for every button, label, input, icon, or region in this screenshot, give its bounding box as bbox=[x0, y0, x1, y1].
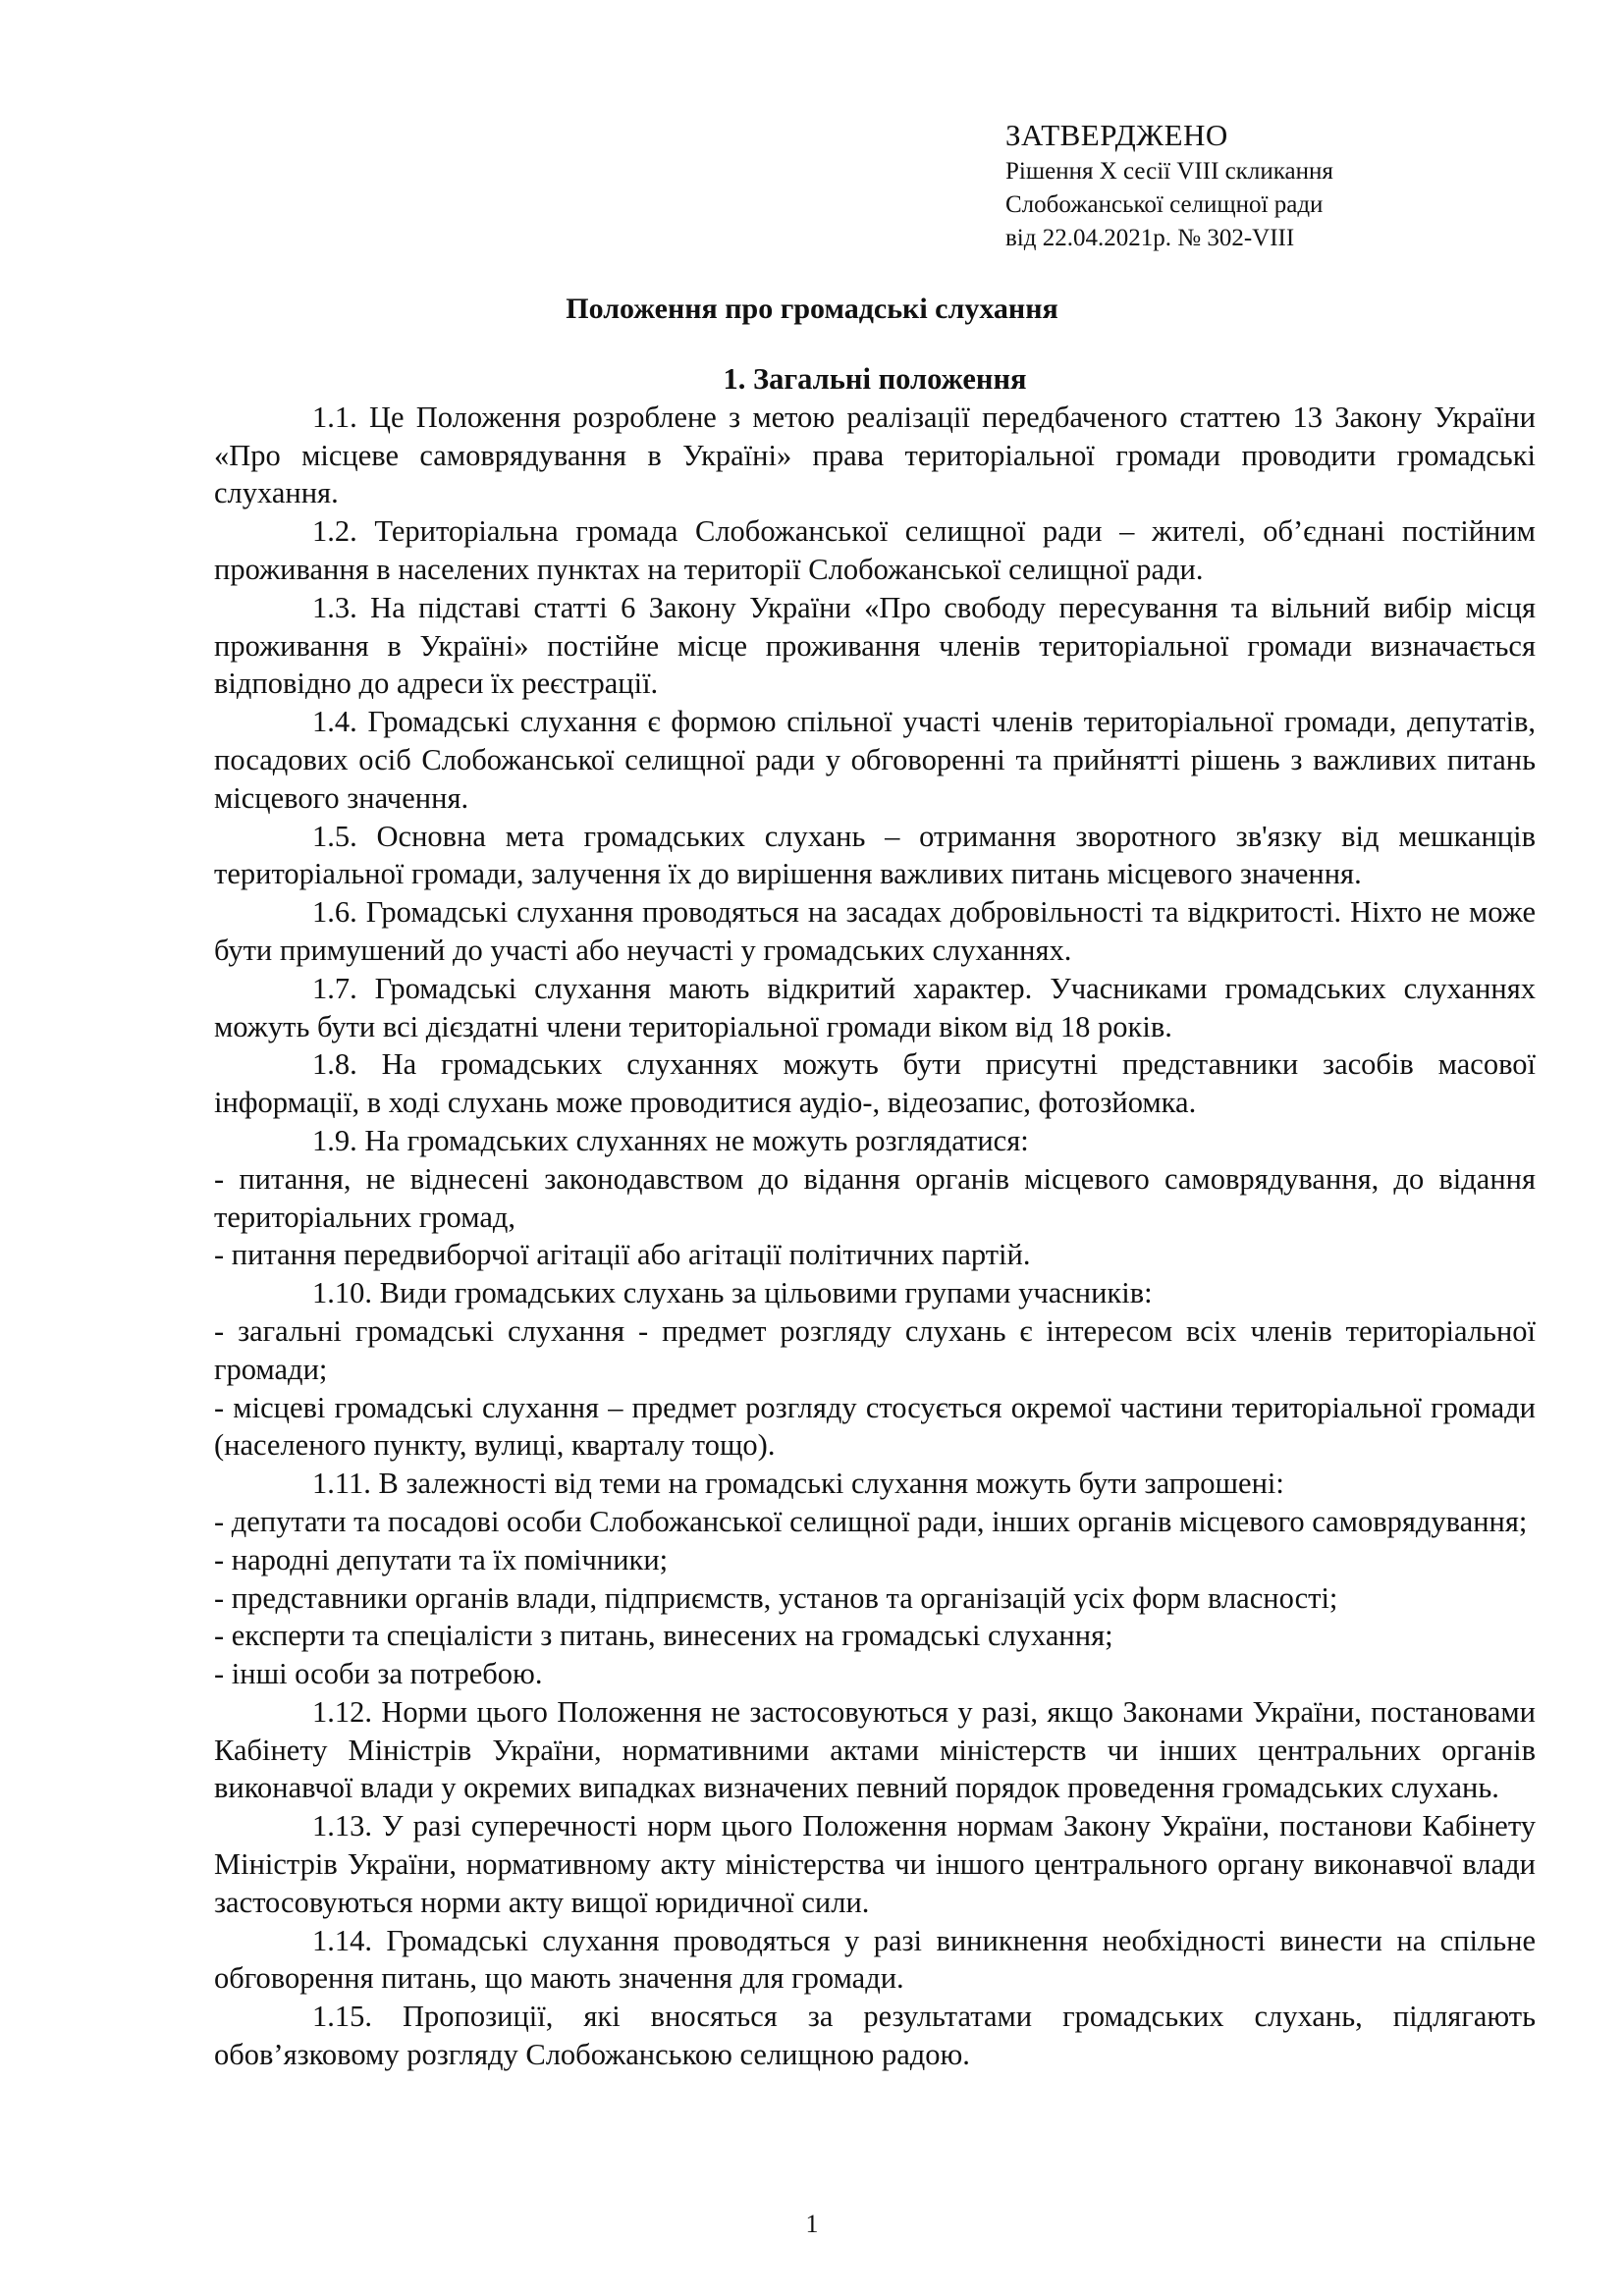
paragraph-1-5: 1.5. Основна мета громадських слухань – отримання зворотного зв'язку від мешканців територіальної громади, залучення їх до вирішення важливих питань місцевого значення. bbox=[214, 819, 1536, 891]
approval-block bbox=[1005, 116, 1333, 255]
paragraph-1-10: 1.10. Види громадських слухань за цільовими групами учасників: bbox=[312, 1276, 1153, 1310]
document-title: Положення про громадські слухання bbox=[566, 293, 1058, 325]
list-item: - депутати та посадові особи Слобожанської селищної ради, інших органів місцевого самоврядування; bbox=[214, 1504, 1528, 1538]
paragraph-1-8: 1.8. На громадських слуханнях можуть бути присутні представники засобів масової інформації, в ході слухань може проводитися аудіо-, відеозапис, фотозйомка. bbox=[214, 1047, 1536, 1120]
paragraph-1-6: 1.6. Громадські слухання проводяться на засадах добровільності та відкритості. Ніхто не може бути примушений до участі або неучасті у громадських слуханнях. bbox=[214, 895, 1536, 967]
list-item: - питання, не віднесені законодавством до відання органів місцевого самоврядування, до відання територіальних громад, bbox=[214, 1161, 1536, 1234]
paragraph-1-2: 1.2. Територіальна громада Слобожанської селищної ради – жителі, об’єднані постійним проживання в населених пунктах на території Слобожанської селищної ради. bbox=[214, 514, 1536, 586]
list-item: - загальні громадські слухання - предмет розгляду слухань є інтересом всіх членів територіальної громади; bbox=[214, 1313, 1536, 1386]
approval-council-line: Слобожанської селищної ради bbox=[1005, 191, 1324, 218]
document-body bbox=[214, 360, 1536, 2074]
paragraph-1-14: 1.14. Громадські слухання проводяться у разі виникнення необхідності винести на спільне обговорення питань, що мають значення для громади. bbox=[214, 1923, 1536, 1996]
list-item: - народні депутати та їх помічники; bbox=[214, 1542, 669, 1576]
list-item: - місцеві громадські слухання – предмет розгляду стосується окремої частини територіальної громади (населеного пункту, вулиці, кварталу тощо). bbox=[214, 1390, 1536, 1463]
list-item: - інші особи за потребою. bbox=[214, 1657, 543, 1691]
list-item: - питання передвиборчої агітації або агітації політичних партій. bbox=[214, 1238, 1031, 1272]
paragraph-1-1: 1.1. Це Положення розроблене з метою реалізації передбаченого статтею 13 Закону України «Про місцеве самоврядування в Україні» права територіальної громади проводити громадські слухання. bbox=[214, 400, 1536, 510]
paragraph-1-13: 1.13. У разі суперечності норм цього Положення нормам Закону України, постанови Кабінету Міністрів України, нормативному акту міністерства чи іншого центрального органу виконавчої влади застосовуються норми акту вищої юридичної сили. bbox=[214, 1809, 1536, 1919]
paragraph-1-15: 1.15. Пропозиції, які вносяться за результатами громадських слухань, підлягають обов’язковому розгляду Слобожанською селищною радою. bbox=[214, 2000, 1536, 2072]
approval-date-line: від 22.04.2021р. № 302-VIII bbox=[1005, 225, 1295, 251]
paragraph-1-11: 1.11. В залежності від теми на громадські слухання можуть бути запрошені: bbox=[312, 1467, 1284, 1501]
paragraph-1-4: 1.4. Громадські слухання є формою спільної участі членів територіальної громади, депутатів, посадових осіб Слобожанської селищної ради у обговоренні та прийнятті рішень з важливих питань місцевого значення. bbox=[214, 705, 1536, 815]
paragraph-1-7: 1.7. Громадські слухання мають відкритий характер. Учасниками громадських слуханнях можуть бути всі дієздатні члени територіальної громади віком від 18 років. bbox=[214, 971, 1536, 1043]
section-heading: 1. Загальні положення bbox=[723, 362, 1027, 396]
list-item: - представники органів влади, підприємств, установ та організацій усіх форм власності; bbox=[214, 1580, 1338, 1615]
paragraph-1-9: 1.9. На громадських слуханнях не можуть розглядатися: bbox=[312, 1123, 1029, 1157]
approval-stamp: ЗАТВЕРДЖЕНО bbox=[1005, 118, 1228, 152]
paragraph-1-3: 1.3. На підставі статті 6 Закону України «Про свободу пересування та вільний вибір місця проживання в Україні» постійне місце проживання членів територіальної громади визначається відповідно до адреси їх реєстрації. bbox=[214, 590, 1536, 701]
page-number: 1 bbox=[805, 2210, 819, 2238]
list-item: - експерти та спеціалісти з питань, винесених на громадські слухання; bbox=[214, 1619, 1113, 1653]
paragraph-1-12: 1.12. Норми цього Положення не застосовуються у разі, якщо Законами України, постановами Кабінету Міністрів України, нормативними актами міністерств чи інших центральних органів виконавчої влади у окремих випадках визначених певний порядок проведення громадських слухань. bbox=[214, 1694, 1536, 1805]
approval-decision-line: Рішення Х сесії VIII скликання bbox=[1005, 158, 1333, 185]
